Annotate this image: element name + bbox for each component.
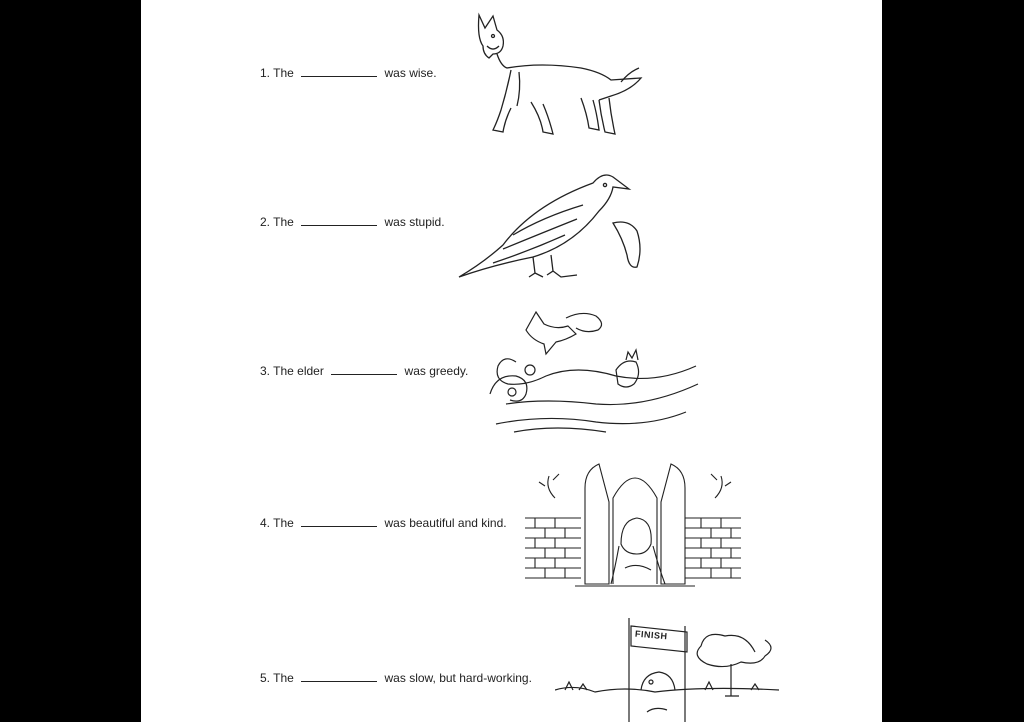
brick-wall-left xyxy=(525,518,581,578)
question-3 xyxy=(260,364,468,378)
bird-and-waves-illustration xyxy=(486,304,706,439)
answer-blank xyxy=(301,215,377,226)
crow-with-cheese-illustration xyxy=(453,165,653,290)
question-prefix: The elder xyxy=(273,364,324,378)
question-number: 1. xyxy=(260,66,271,80)
wolf-illustration xyxy=(471,10,651,140)
girl-at-window-illustration xyxy=(525,458,747,590)
question-number: 3. xyxy=(260,364,271,378)
question-number: 4. xyxy=(260,516,271,530)
question-prefix: The xyxy=(273,671,294,685)
answer-blank xyxy=(331,364,397,375)
question-suffix: was slow, but hard-working. xyxy=(384,671,532,685)
brick-wall-right xyxy=(685,518,741,578)
question-number: 5. xyxy=(260,671,271,685)
question-suffix: was greedy. xyxy=(404,364,469,378)
question-1 xyxy=(260,66,437,80)
worksheet-page xyxy=(141,0,882,722)
question-prefix: The xyxy=(273,66,294,80)
finish-sign-text: FINISH xyxy=(634,628,668,642)
question-2 xyxy=(260,215,445,229)
answer-blank xyxy=(301,671,377,682)
question-5 xyxy=(260,671,532,685)
question-suffix: was wise. xyxy=(384,66,437,80)
question-suffix: was beautiful and kind. xyxy=(384,516,507,530)
answer-blank xyxy=(301,516,377,527)
question-prefix: The xyxy=(273,215,294,229)
question-prefix: The xyxy=(273,516,294,530)
finish-sign-tortoise-illustration xyxy=(555,612,779,722)
question-number: 2. xyxy=(260,215,271,229)
question-4 xyxy=(260,516,507,530)
question-suffix: was stupid. xyxy=(384,215,445,229)
answer-blank xyxy=(301,66,377,77)
